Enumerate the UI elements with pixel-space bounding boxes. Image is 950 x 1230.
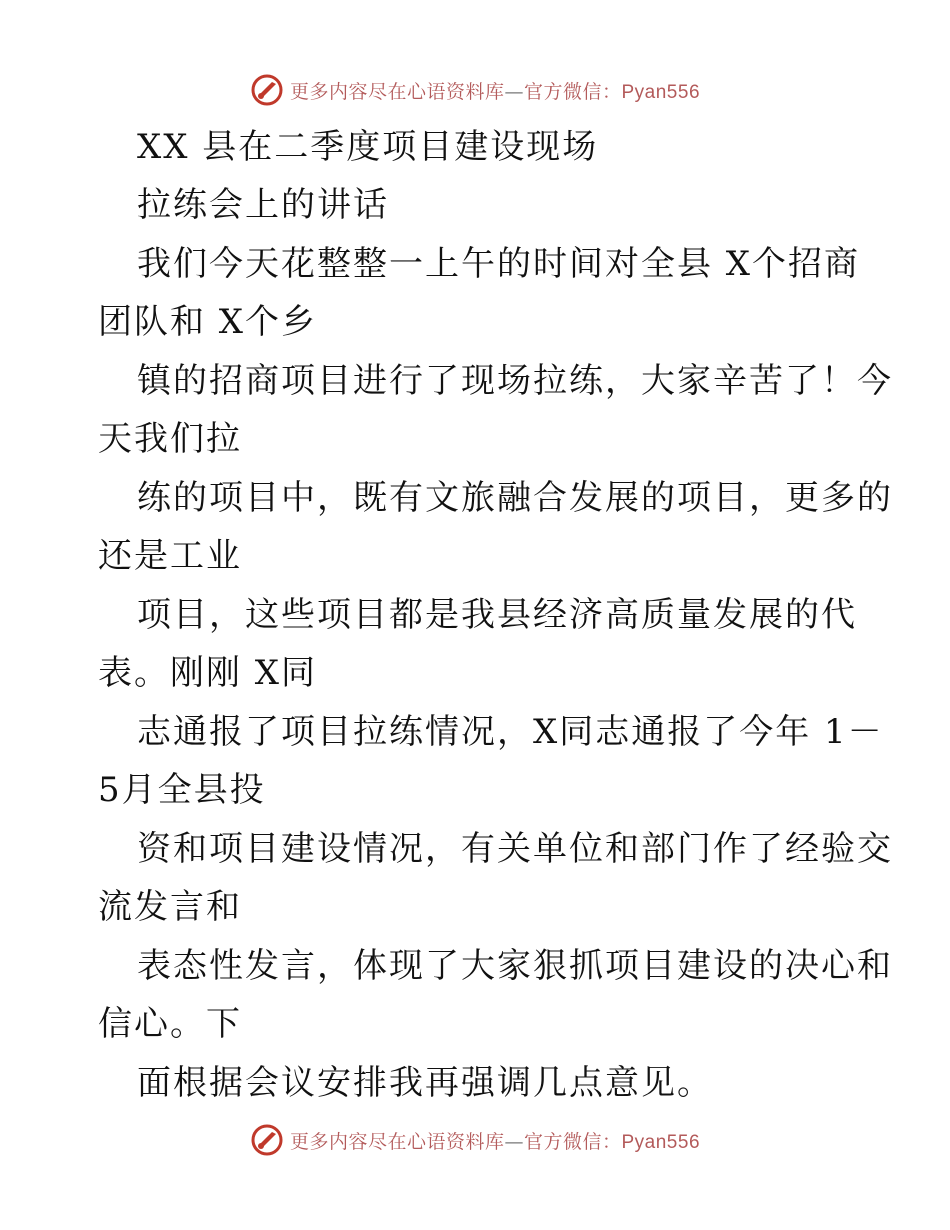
banner-text xyxy=(290,1127,700,1154)
paragraph-line: 表态性发言，体现了大家狠抓项目建设的决心和 xyxy=(137,946,893,986)
paragraph-line: 项目，这些项目都是我县经济高质量发展的代 xyxy=(137,595,857,635)
paragraph-line: 5月全县投 xyxy=(98,770,266,810)
paragraph-line: 团队和 X个乡 xyxy=(98,302,318,342)
banner-separator: — xyxy=(504,80,524,103)
footer-banner xyxy=(0,1120,950,1160)
banner-library-name: 更多内容尽在心语资料库 xyxy=(289,1130,505,1153)
paragraph-line: 练的项目中，既有文旅融合发展的项目，更多的 xyxy=(137,478,893,518)
banner-library-name: 更多内容尽在心语资料库 xyxy=(289,80,505,103)
banner-wechat: 官方微信：Pyan556 xyxy=(524,81,701,103)
paragraph-line: 流发言和 xyxy=(98,887,242,927)
title-line-2: 拉练会上的讲话 xyxy=(137,185,389,225)
paragraph-line: 面根据会议安排我再强调几点意见。 xyxy=(137,1063,713,1103)
paragraph-line: 镇的招商项目进行了现场拉练，大家辛苦了！今 xyxy=(137,361,893,401)
paragraph-line: 天我们拉 xyxy=(98,419,242,459)
paragraph-line: 表。刚刚 X同 xyxy=(98,653,318,693)
banner-wechat: 官方微信：Pyan556 xyxy=(524,1131,701,1153)
paragraph-line: 志通报了项目拉练情况，X同志通报了今年 1－ xyxy=(137,712,884,752)
seal-logo-icon xyxy=(250,1123,284,1157)
paragraph-line: 信心。下 xyxy=(98,1004,242,1044)
title-line-1: XX 县在二季度项目建设现场 xyxy=(137,127,599,167)
paragraph-line: 资和项目建设情况，有关单位和部门作了经验交 xyxy=(137,829,893,869)
banner-separator: — xyxy=(504,1130,524,1153)
paragraph-line: 还是工业 xyxy=(98,536,242,576)
paragraph-line: 我们今天花整整一上午的时间对全县 X个招商 xyxy=(137,244,861,284)
